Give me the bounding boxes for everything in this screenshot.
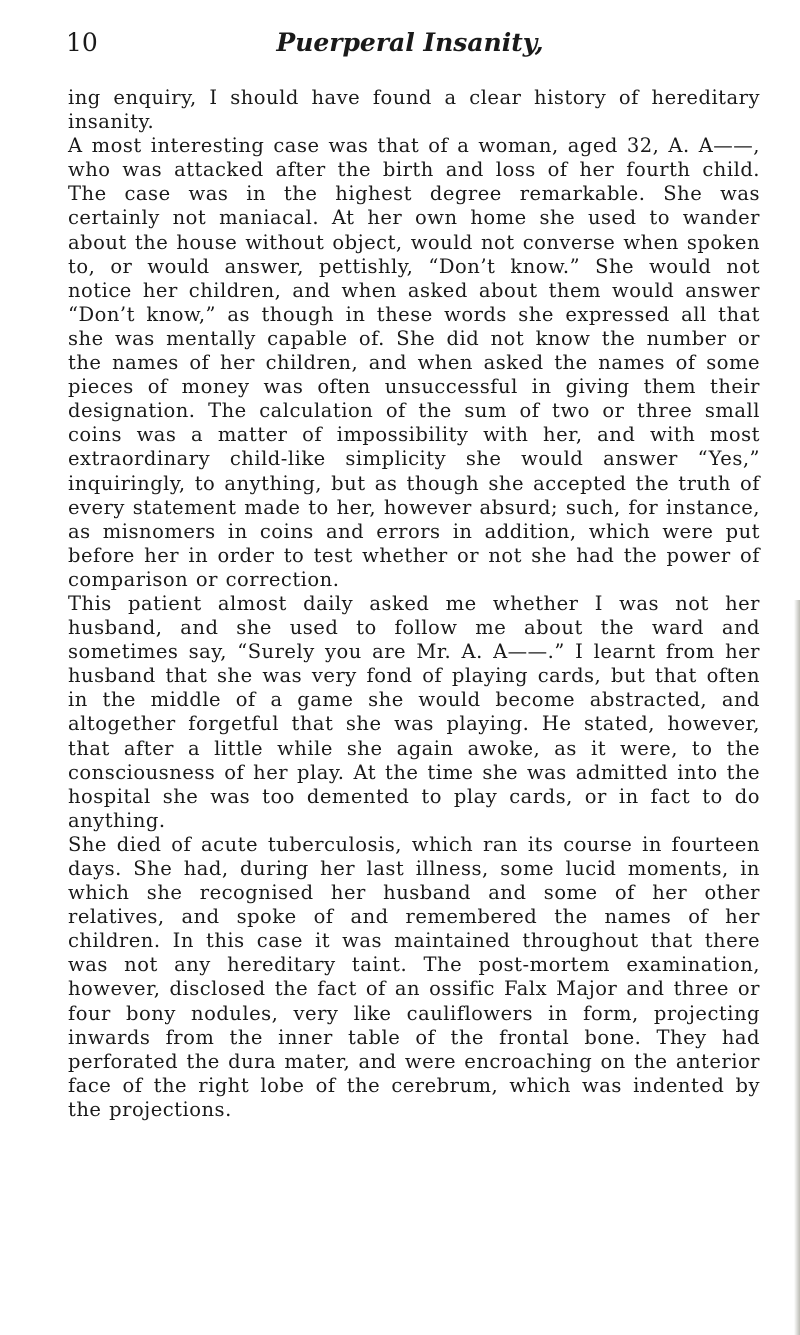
page-edge-shadow: [794, 600, 800, 1335]
page-number: 10: [66, 28, 98, 57]
paragraph-continuation: ing enquiry, I should have found a clear history of hereditary insanity.: [68, 86, 760, 134]
running-head: [66, 28, 754, 58]
paragraph-post-mortem: She died of acute tuberculosis, which ran its course in fourteen days. She had, during her last illness, some lucid moments, in which she recognised her husband and some of her other relatives, and spoke of and remembered the names of her children. In this case it was maintained throughout that there was not any hereditary taint. The post-mortem examination, however, disclosed the fact of an ossific Falx Major and three or four bony nodules, very like cauliflowers in form, projecting inwards from the inner table of the frontal bone. They had perforated the dura mater, and were encroaching on the anterior face of the right lobe of the cerebrum, which was indented by the projections.: [68, 832, 760, 1121]
body-text: [68, 86, 760, 1122]
paragraph-patient-behaviour: This patient almost daily asked me whether I was not her husband, and she used to follow me about the ward and sometimes say, “Surely you are Mr. A. A——.” I learnt from her husband that she was very fond of playing cards, but that often in the middle of a game she would become abstracted, and altogether forgetful that she was playing. He stated, however, that after a little while she again awoke, as it were, to the consciousness of her play. At the time she was admitted into the hospital she was too demented to play cards, or in fact to do anything.: [68, 591, 760, 832]
paragraph-case-description: A most interesting case was that of a woman, aged 32, A. A——, who was attacked after the birth and loss of her fourth child. The case was in the highest degree remarkable. She was certainly not maniacal. At her own home she used to wander about the house without object, would not converse when spoken to, or would answer, pettishly, “Don’t know.” She would not notice her children, and when asked about them would answer “Don’t know,” as though in these words she expressed all that she was mentally capable of. She did not know the number or the names of her children, and when asked the names of some pieces of money was often unsuccessful in giving them their designation. The calculation of the sum of two or three small coins was a matter of impossibility with her, and with most extraordinary child-like simplicity she would answer “Yes,” inquiringly, to anything, but as though she accepted the truth of every statement made to her, however absurd; such, for instance, as misnomers in coins and errors in addition, which were put before her in order to test whether or not she had the power of comparison or correction.: [68, 134, 760, 591]
running-title: Puerperal Insanity,: [276, 28, 544, 57]
